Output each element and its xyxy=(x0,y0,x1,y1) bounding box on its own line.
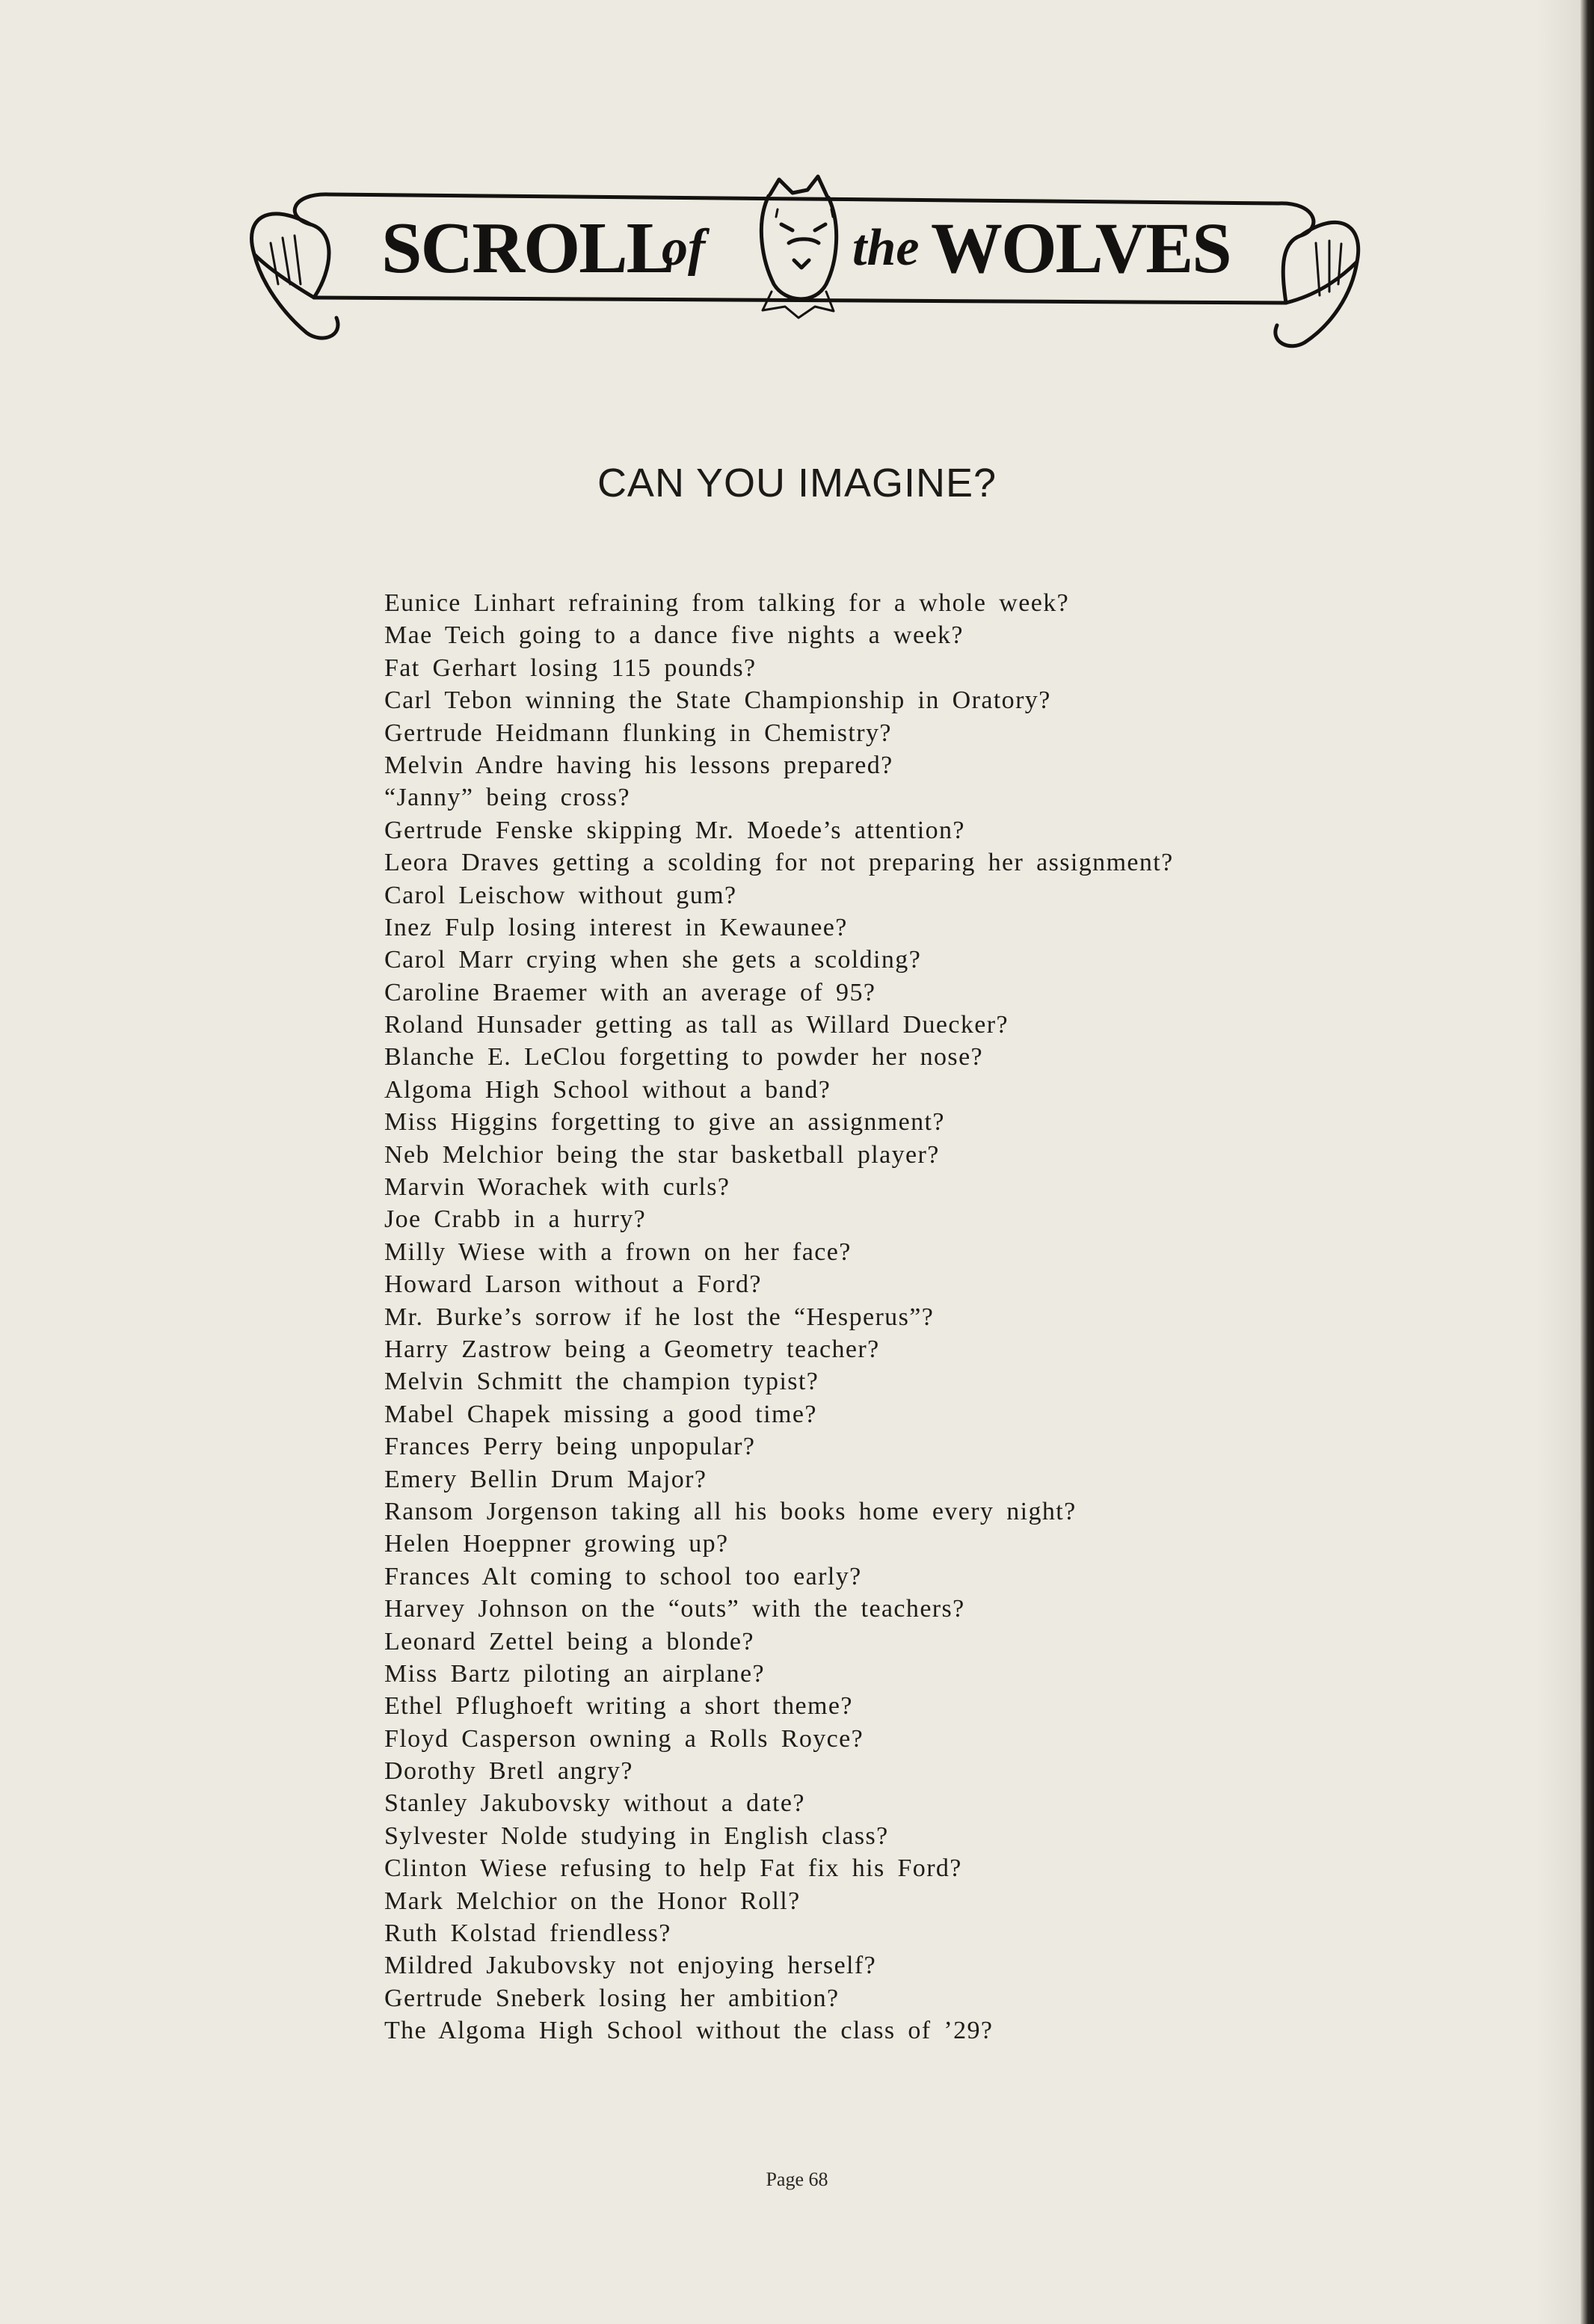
list-item: Carol Leischow without gum? xyxy=(384,881,737,909)
list-item: Gertrude Heidmann flunking in Chemistry? xyxy=(384,719,892,747)
scroll-banner xyxy=(239,172,1376,359)
list-item: Floyd Casperson owning a Rolls Royce? xyxy=(384,1724,864,1753)
list-item: Joe Crabb in a hurry? xyxy=(384,1205,647,1234)
list-item: Mark Melchior on the Honor Roll? xyxy=(384,1887,801,1915)
list-item: Dorothy Bretl angry? xyxy=(384,1757,633,1786)
list-item: Stanley Jakubovsky without a date? xyxy=(384,1789,805,1818)
list-item: Emery Bellin Drum Major? xyxy=(384,1465,707,1493)
list-item: Mae Teich going to a dance five nights a week? xyxy=(384,621,964,650)
list-item: Melvin Schmitt the champion typist? xyxy=(384,1368,819,1396)
list-item: Frances Alt coming to school too early? xyxy=(384,1562,862,1590)
list-item: Blanche E. LeClou forgetting to powder her nose? xyxy=(384,1043,984,1072)
list-item: Ruth Kolstad friendless? xyxy=(384,1919,671,1948)
list-item: Leora Draves getting a scolding for not preparing her assignment? xyxy=(384,849,1174,877)
list-item: Fat Gerhart losing 115 pounds? xyxy=(384,654,757,682)
list-item: Ransom Jorgenson taking all his books home every night? xyxy=(384,1497,1077,1525)
list-item: Carl Tebon winning the State Championship in Oratory? xyxy=(384,686,1051,715)
list-item: Harvey Johnson on the “outs” with the teachers? xyxy=(384,1595,965,1623)
list-item: Marvin Worachek with curls? xyxy=(384,1173,730,1202)
page-edge xyxy=(1581,0,1594,2324)
page-shadow xyxy=(1536,0,1581,2324)
list-item: Gertrude Sneberk losing her ambition? xyxy=(384,1984,840,2012)
list-item: Mr. Burke’s sorrow if he lost the “Hesperus”? xyxy=(384,1303,935,1331)
list-item: Mildred Jakubovsky not enjoying herself? xyxy=(384,1952,877,1980)
list-item: Roland Hunsader getting as tall as Willard Duecker? xyxy=(384,1011,1009,1039)
list-item: Howard Larson without a Ford? xyxy=(384,1270,762,1299)
list-item: Leonard Zettel being a blonde? xyxy=(384,1627,754,1656)
list-item: Algoma High School without a band? xyxy=(384,1075,831,1104)
list-item: Eunice Linhart refraining from talking for a whole week? xyxy=(384,589,1070,617)
list-item: Inez Fulp losing interest in Kewaunee? xyxy=(384,913,848,941)
list-item: Carol Marr crying when she gets a scolding? xyxy=(384,946,922,974)
banner-the-word: the xyxy=(852,219,920,277)
list-item: Neb Melchior being the star basketball player? xyxy=(384,1140,940,1169)
list-item: Sylvester Nolde studying in English class? xyxy=(384,1822,889,1850)
list-item: “Janny” being cross? xyxy=(384,784,631,812)
list-item: Miss Higgins forgetting to give an assignment? xyxy=(384,1108,945,1137)
banner-wolves-word: WOLVES xyxy=(931,208,1231,288)
banner-of-word: of xyxy=(662,219,706,277)
list-item: Milly Wiese with a frown on her face? xyxy=(384,1238,852,1266)
list-item: Gertrude Fenske skipping Mr. Moede’s attention? xyxy=(384,816,965,844)
list-item: Helen Hoeppner growing up? xyxy=(384,1530,729,1558)
list-item: Ethel Pflughoeft writing a short theme? xyxy=(384,1692,853,1721)
imagine-list xyxy=(384,587,1174,2047)
list-item: Mabel Chapek missing a good time? xyxy=(384,1400,817,1428)
list-item: The Algoma High School without the class of ’29? xyxy=(384,2017,994,2045)
page-number: Page 68 xyxy=(766,2168,828,2190)
list-item: Melvin Andre having his lessons prepared? xyxy=(384,751,893,779)
page-heading: CAN YOU IMAGINE? xyxy=(597,461,997,505)
list-item: Miss Bartz piloting an airplane? xyxy=(384,1659,766,1688)
list-item: Frances Perry being unpopular? xyxy=(384,1433,756,1461)
list-item: Clinton Wiese refusing to help Fat fix his Ford? xyxy=(384,1854,962,1883)
list-item: Harry Zastrow being a Geometry teacher? xyxy=(384,1335,880,1363)
banner-scroll-word: SCROLL xyxy=(381,208,674,289)
list-item: Caroline Braemer with an average of 95? xyxy=(384,978,876,1006)
